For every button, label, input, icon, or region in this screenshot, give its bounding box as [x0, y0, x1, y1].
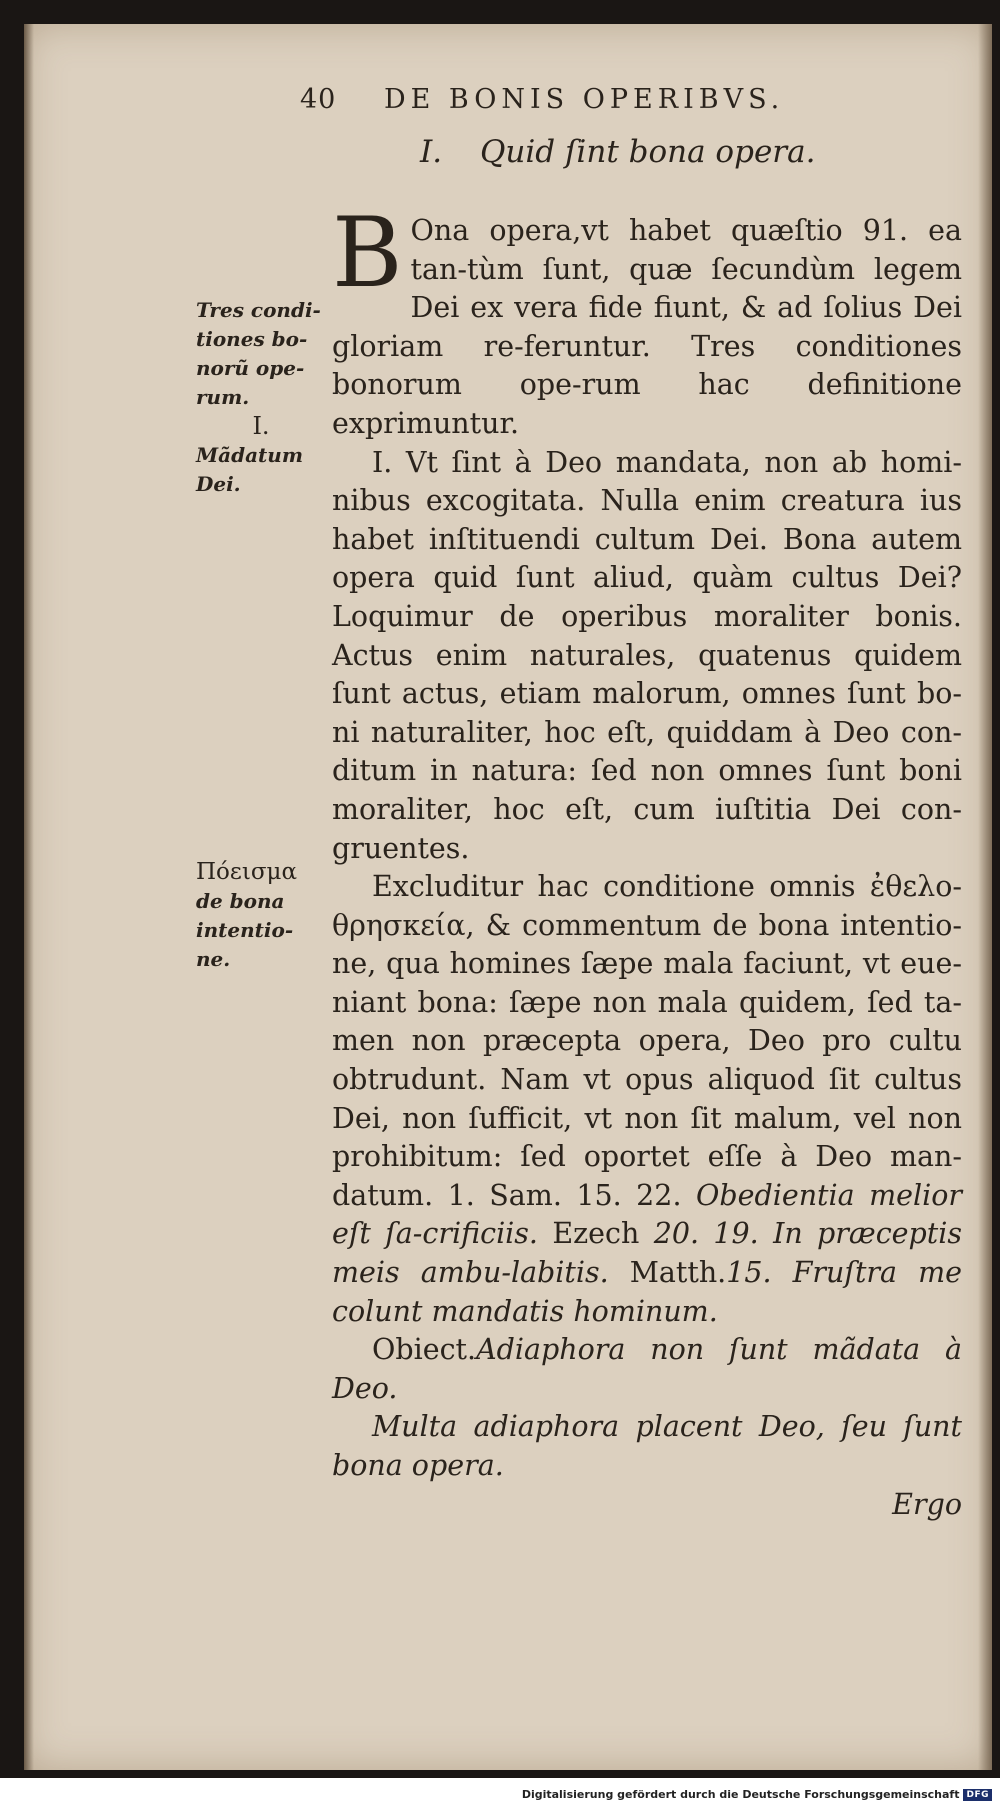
margin-note-line: ne.	[196, 947, 231, 971]
citation-3: 15. Fruſtra me colunt mandatis hominum.	[332, 1256, 962, 1328]
paragraph-3-text-a: Excluditur hac conditione omnis ἐθελο-θρησκεία, & commentum de bona intentio-ne, qua homines ſæpe mala faciunt, vt eue-niant bona: ſæpe non mala quidem, ſed ta-men non præcepta opera, Deo pro cultu obtrudunt. Nam vt opus aliquod ſit cultus Dei, non ſufficit, vt non ſit malum, vel non prohibitum: ſed oportet eſſe à Deo man-datum. 1. Sam. 15. 22.	[332, 870, 962, 1212]
catchword: Ergo	[892, 1487, 962, 1521]
page-number: 40	[300, 84, 337, 115]
section-heading: Quid ſint bona opera.	[479, 134, 816, 170]
section-number: I.	[420, 134, 443, 170]
digitization-footer	[522, 1788, 992, 1801]
margin-note-line: Πόεισμα	[196, 859, 298, 885]
margin-note-line: Dei.	[196, 472, 241, 496]
margin-note-intention	[196, 858, 326, 974]
dfg-logo-icon: DFG	[963, 1789, 992, 1801]
paragraph-1-text: Ona opera,vt habet quæſtio 91. ea tan-tùm ſunt, quæ ſecundùm legem Dei ex vera fide fiunt, & ad ſolius Dei gloriam re-feruntur. Tres conditiones bonorum ope-rum hac definitione exprimuntur.	[332, 214, 962, 440]
catchword-line	[332, 1486, 962, 1525]
body-text	[332, 197, 963, 1524]
margin-note-numeral: I.	[252, 412, 270, 440]
paragraph-2: I. Vt ſint à Deo mandata, non ab homi-nibus excogitata. Nulla enim creatura ius habet inſtituendi cultum Dei. Bona autem opera quid ſunt aliud, quàm cultus Dei? Loquimur de operibus moraliter bonis. Actus enim naturales, quatenus quidem ſunt actus, etiam malorum, omnes ſunt bo-ni naturaliter, hoc eſt, quiddam à Deo con-ditum in natura: ſed non omnes ſunt boni moraliter, hoc eſt, cum iuſtitia Dei con-gruentes.	[332, 445, 962, 865]
margin-note-line: de bona	[196, 889, 285, 913]
paragraph-1	[332, 197, 962, 444]
running-head	[300, 84, 784, 115]
objection-label: Obiect.	[372, 1333, 477, 1367]
running-title: DE BONIS OPERIBVS.	[383, 84, 785, 115]
objection-continuation: Multa adiaphora placent Deo, ſeu ſunt bona opera.	[332, 1410, 962, 1482]
margin-note-line: rum.	[196, 385, 250, 409]
margin-note-line: intentio-	[196, 918, 294, 942]
page-edge-left	[24, 24, 34, 1770]
margin-note-line: tiones bo-	[196, 327, 308, 351]
citation-1: Obedientia melior eſt ſa-crificiis.	[332, 1178, 963, 1251]
drop-cap: B	[332, 197, 403, 309]
citation-2: 20. 19. In præceptis meis ambu-labitis.	[332, 1217, 962, 1290]
margin-note-conditions	[196, 296, 326, 499]
objection-text: Adiaphora non ſunt mãdata à Deo.	[332, 1333, 962, 1405]
paragraph-5	[332, 1408, 962, 1485]
paragraph-3-text-c: Matth.	[629, 1256, 727, 1290]
page-edge-right	[978, 24, 992, 1770]
paragraph-3	[332, 868, 962, 1331]
footer-text: Digitalisierung gefördert durch die Deutsche Forschungsgemeinschaft	[521, 1788, 960, 1801]
section-title	[420, 134, 815, 170]
margin-note-line: Mãdatum	[196, 443, 303, 467]
margin-note-line: Tres condi-	[196, 298, 321, 322]
paragraph-3-text-b: Ezech	[552, 1217, 640, 1251]
paragraph-4	[332, 1331, 962, 1408]
margin-note-line: norũ ope-	[196, 356, 305, 380]
